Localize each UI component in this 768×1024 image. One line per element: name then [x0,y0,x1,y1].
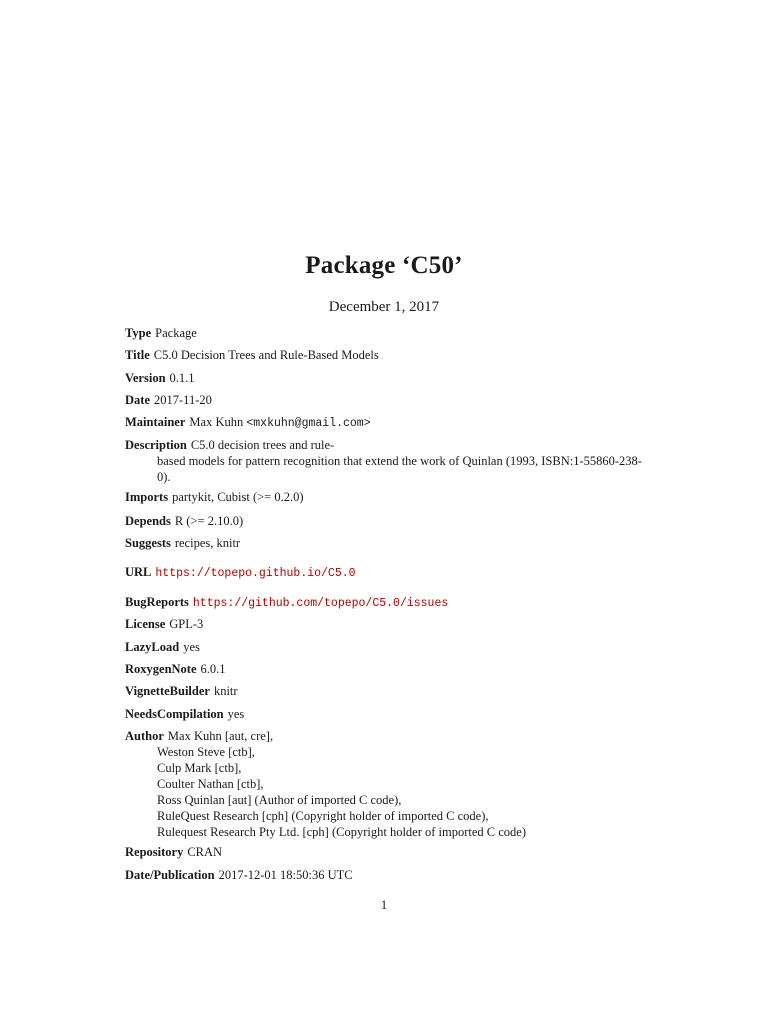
field-value: knitr [213,684,238,698]
description-line-3: 0). [157,470,171,484]
page-title: Package ‘C50’ [305,252,463,279]
field-label: License [125,617,166,631]
author-line: RuleQuest Research [cph] (Copyright holder of imported C code), [157,809,489,823]
author-line: Culp Mark [ctb], [157,761,242,775]
field-value: 2017-12-01 18:50:36 UTC [218,868,353,882]
field-label: Depends [125,514,171,528]
author-line: Weston Steve [ctb], [157,745,255,759]
field-description [125,437,642,485]
field-label: Version [125,371,166,385]
field-label: RoxygenNote [125,662,197,676]
field-label: Maintainer [125,415,186,429]
field-repository [125,844,222,860]
field-lazyload [125,639,200,655]
author-line: Rulequest Research Pty Ltd. [cph] (Copyright holder of imported C code) [157,825,527,839]
field-datepublication [125,867,353,883]
field-label: URL [125,565,152,579]
field-date [125,392,212,408]
field-label: Imports [125,490,169,504]
field-bugreports [125,594,448,612]
field-value: 6.0.1 [200,662,226,676]
field-roxygennote [125,661,226,677]
field-label: Date/Publication [125,868,215,882]
field-depends [125,513,243,529]
field-label: VignetteBuilder [125,684,210,698]
field-imports [125,489,304,505]
author-line: Max Kuhn [aut, cre], [167,729,274,743]
field-label: Type [125,326,152,340]
field-label: Author [125,729,164,743]
field-author [125,728,526,840]
document-date: December 1, 2017 [328,299,440,315]
description-line-1: C5.0 decision trees and rule- [190,438,335,452]
field-value: CRAN [187,845,223,859]
field-maintainer [125,414,371,432]
author-line: Ross Quinlan [aut] (Author of imported C code), [157,793,402,807]
author-line: Coulter Nathan [ctb], [157,777,264,791]
field-value: 0.1.1 [169,371,195,385]
field-value: partykit, Cubist (>= 0.2.0) [172,490,304,504]
field-title [125,347,379,363]
field-label: Date [125,393,150,407]
field-suggests [125,535,240,551]
page-number: 1 [380,898,388,912]
maintainer-name: Max Kuhn [189,415,244,429]
field-version [125,370,195,386]
field-label: Suggests [125,536,171,550]
field-label: Description [125,438,187,452]
field-value: Package [155,326,197,340]
field-value: C5.0 Decision Trees and Rule-Based Models [153,348,379,362]
field-value: yes [183,640,200,654]
maintainer-email: <mxkuhn@gmail.com> [246,417,371,430]
field-license [125,616,203,632]
field-needscompilation [125,706,244,722]
field-label: Title [125,348,150,362]
field-value: GPL-3 [169,617,204,631]
field-value: 2017-11-20 [154,393,212,407]
field-value: yes [227,707,245,721]
url-link[interactable]: https://topepo.github.io/C5.0 [155,567,356,580]
field-value: R (>= 2.10.0) [174,514,244,528]
field-vignettebuilder [125,683,238,699]
field-url [125,564,356,582]
field-value: recipes, knitr [174,536,241,550]
bugreports-link[interactable]: https://github.com/topepo/C5.0/issues [192,597,449,610]
description-line-2: based models for pattern recognition that extend the work of Quinlan (1993, ISBN:1-55860-238- [157,454,642,468]
field-type [125,325,197,341]
field-label: Repository [125,845,184,859]
field-label: BugReports [125,595,189,609]
field-label: LazyLoad [125,640,180,654]
field-label: NeedsCompilation [125,707,224,721]
